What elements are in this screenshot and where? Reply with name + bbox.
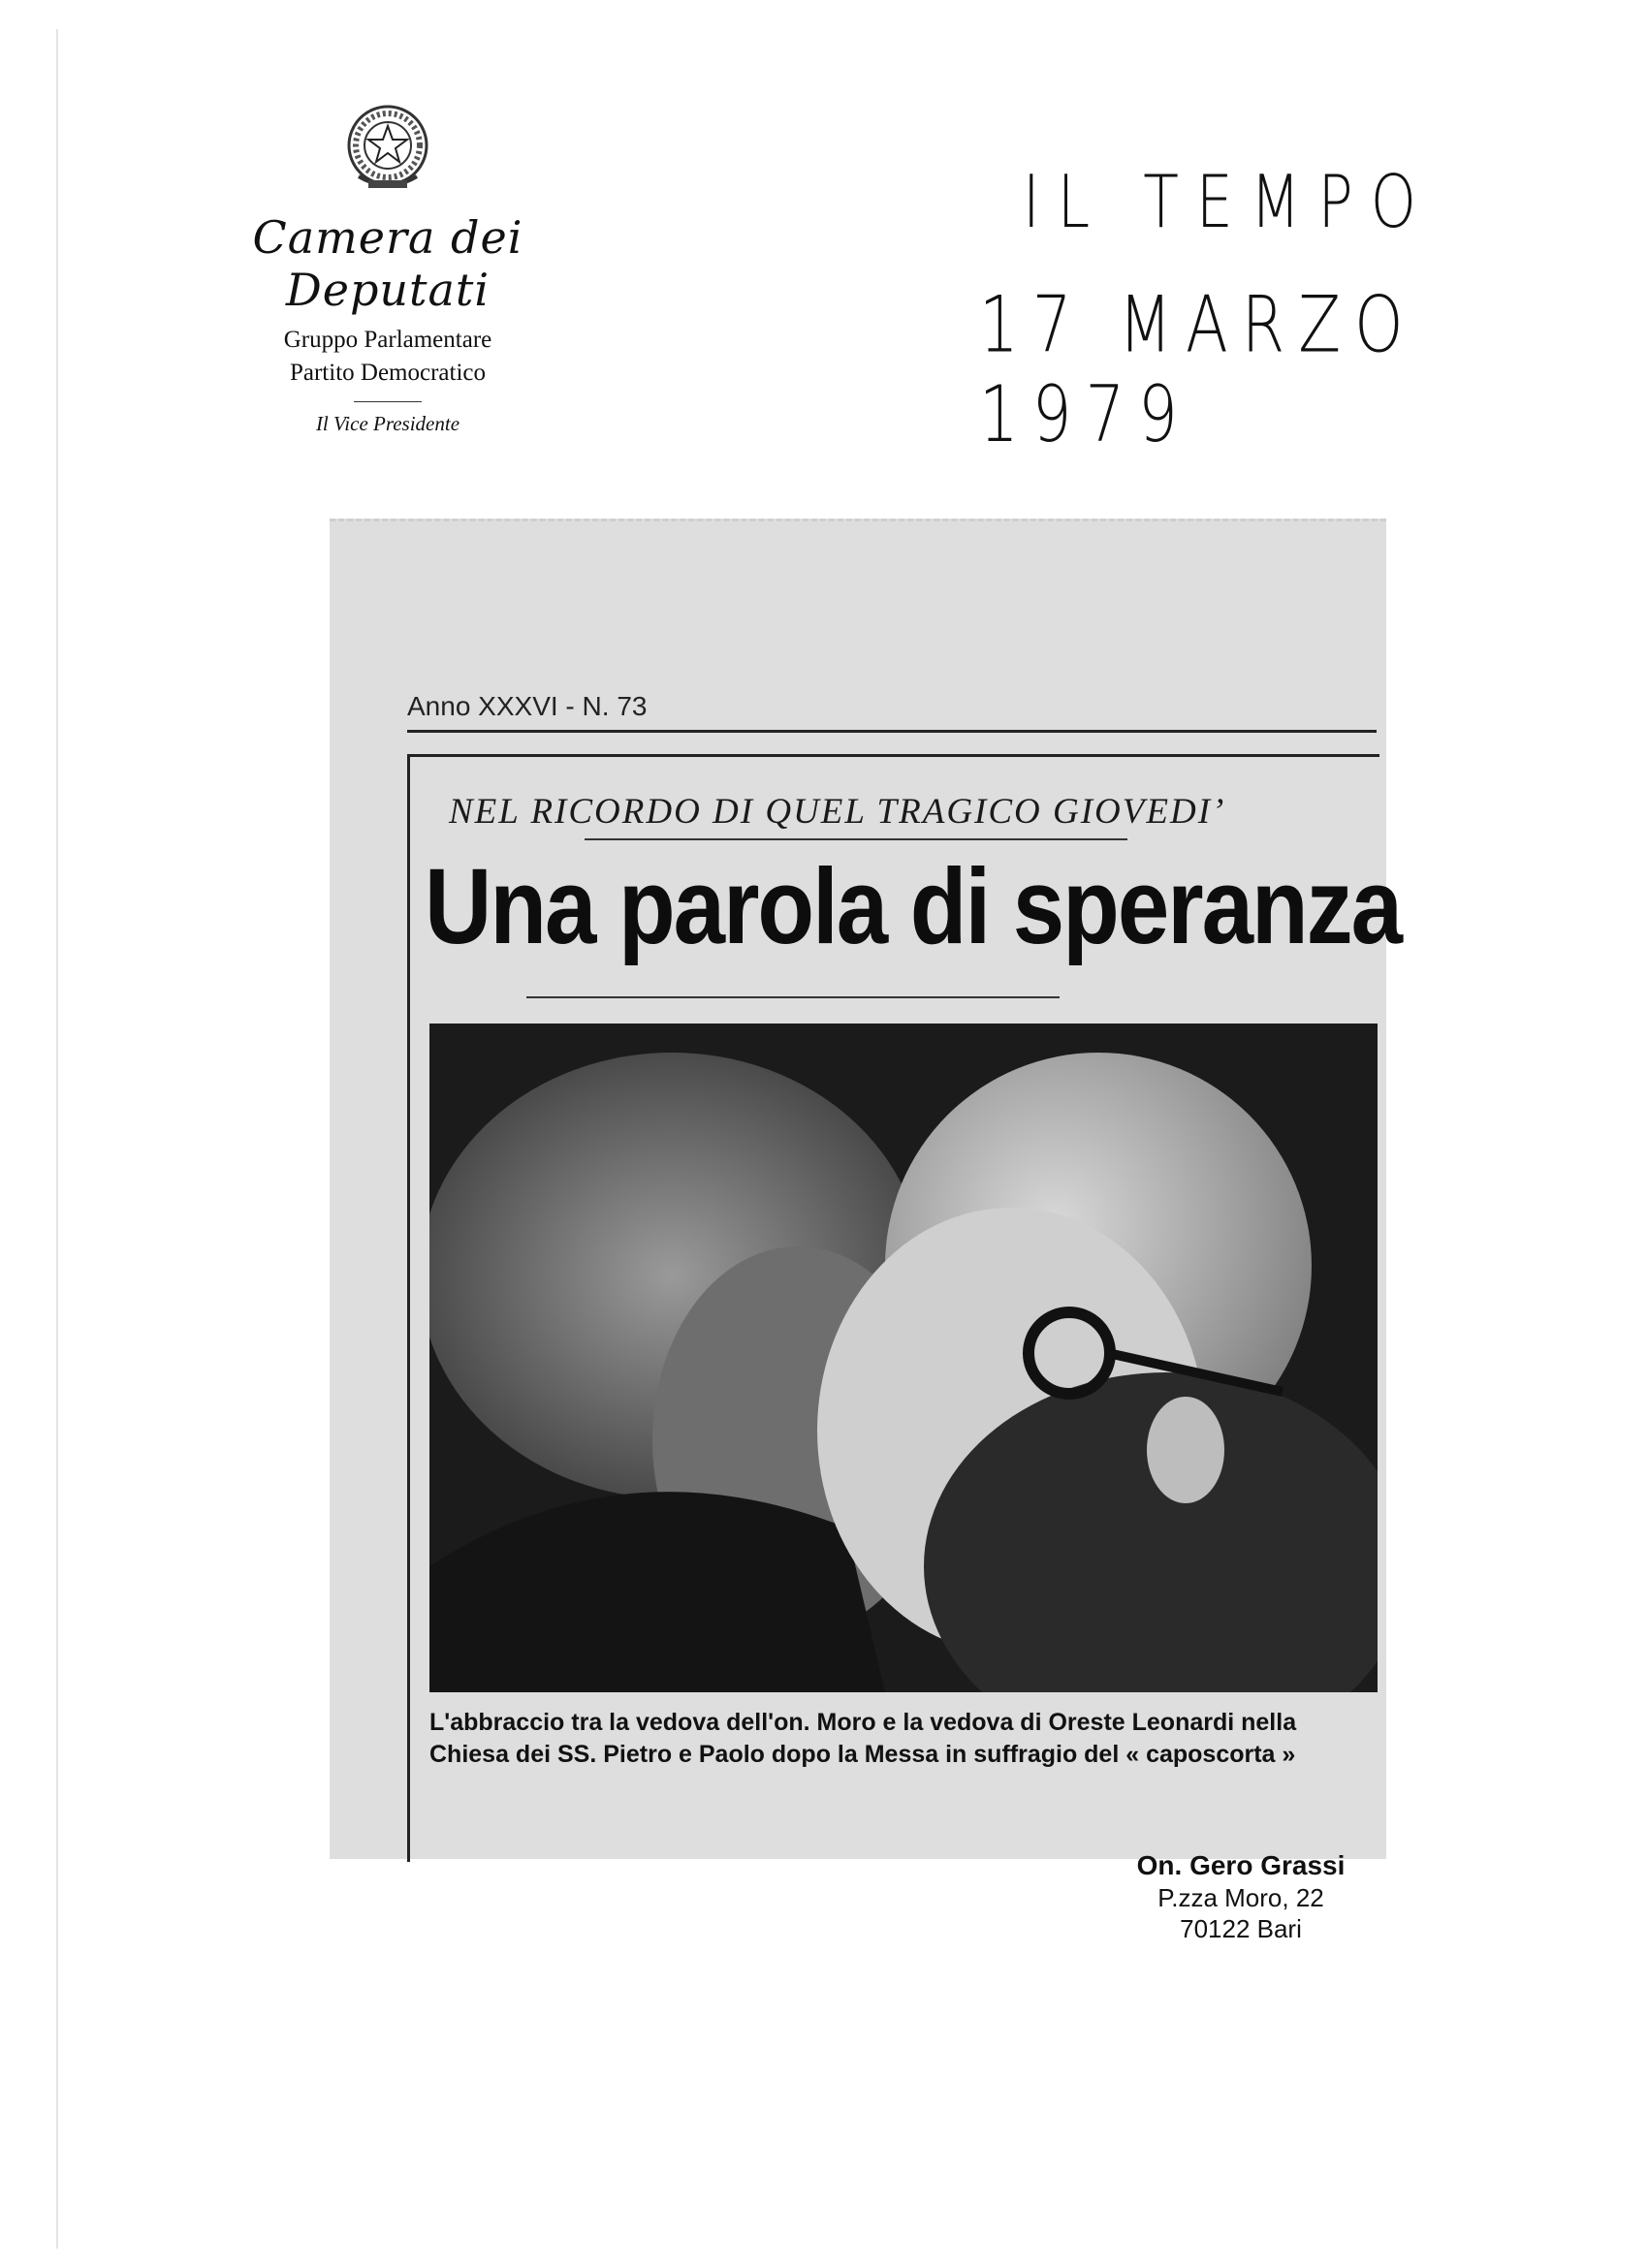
institution-name: Camera dei Deputati: [252, 211, 523, 316]
sender-name: On. Gero Grassi: [1136, 1850, 1346, 1880]
masthead-rule: [407, 730, 1377, 733]
sender-street: P.zza Moro, 22: [1157, 1883, 1324, 1912]
article-kicker: NEL RICORDO DI QUEL TRAGICO GIOVEDI’: [449, 792, 1226, 832]
sender-block: [1086, 1849, 1396, 1944]
article-frame: [407, 754, 1401, 1862]
role-title: Il Vice Presidente: [315, 412, 460, 435]
headline-underline: [526, 996, 1060, 998]
masthead-issue: Anno XXXVI - N. 73: [407, 691, 648, 721]
article-headline: Una parola di speranza: [425, 847, 1401, 967]
republic-emblem-icon: [341, 97, 434, 204]
sender-city: 70122 Bari: [1180, 1914, 1302, 1943]
handwritten-date: 17 MARZO 1979: [979, 281, 1417, 460]
handwritten-newspaper: IL TEMPO: [1023, 160, 1434, 245]
page-edge: [56, 29, 58, 2249]
embrace-photo-illustration: [429, 1024, 1378, 1692]
caption-line-2: Chiesa dei SS. Pietro e Paolo dopo la Messa in suffragio del « caposcorta »: [429, 1741, 1296, 1768]
letterhead-divider: [354, 401, 422, 402]
photo-caption: [429, 1707, 1370, 1771]
caption-line-1: L'abbraccio tra la vedova dell'on. Moro e la vedova di Oreste Leonardi nella: [429, 1709, 1297, 1736]
newspaper-clipping: [330, 519, 1401, 1859]
kicker-underline: [585, 838, 1127, 840]
article-photo: [429, 1024, 1378, 1692]
party-name: Partito Democratico: [289, 360, 486, 386]
letterhead: [145, 97, 630, 436]
group-name: Gruppo Parlamentare: [283, 327, 492, 353]
